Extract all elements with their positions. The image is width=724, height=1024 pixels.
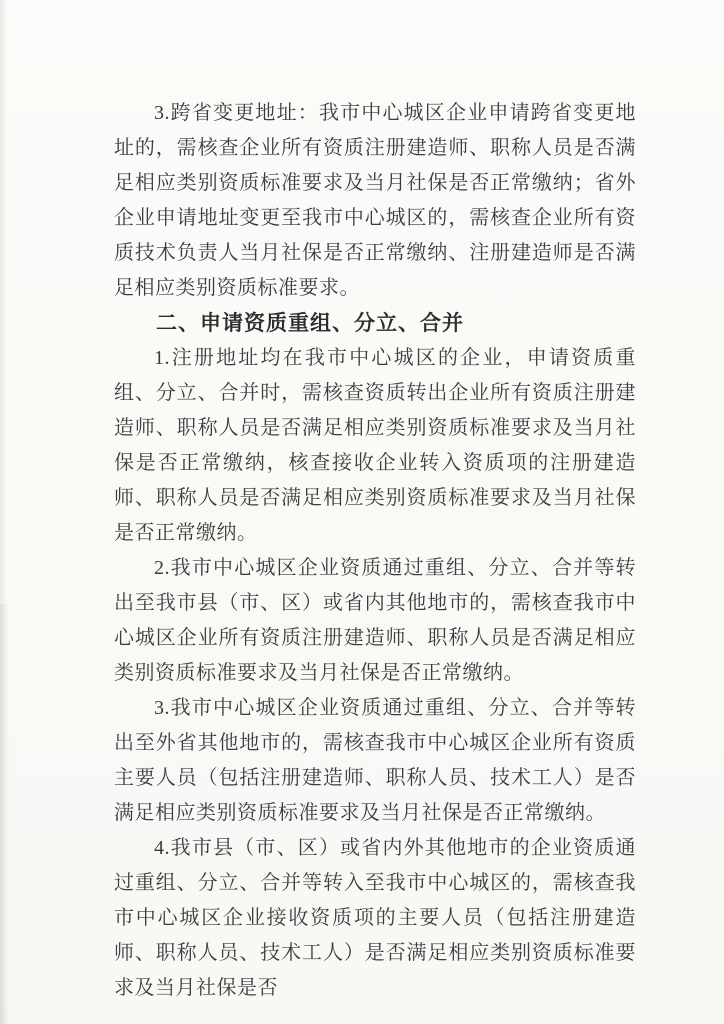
paragraph-reorg-item-2: 2.我市中心城区企业资质通过重组、分立、合并等转出至我市县（市、区）或省内其他地市的，需核查我市中心城区企业所有资质注册建造师、职称人员是否满足相应类别资质标准要求及当月社保是否正常缴纳。 — [114, 557, 636, 684]
document-body — [114, 96, 636, 1006]
paragraph-reorg-item-3: 3.我市中心城区企业资质通过重组、分立、合并等转出至外省其他地市的，需核查我市中心城区企业所有资质主要人员（包括注册建造师、职称人员、技术工人）是否满足相应类别资质标准要求及当月社保是否正常缴纳。 — [114, 697, 636, 824]
section-heading-reorg-split-merge: 二、申请资质重组、分立、合并 — [156, 312, 464, 335]
paragraph-reorg-item-1: 1.注册地址均在我市中心城区的企业，申请资质重组、分立、合并时，需核查资质转出企业所有资质注册建造师、职称人员是否满足相应类别资质标准要求及当月社保是否正常缴纳，核查接收企业转入资质项的注册建造师、职称人员是否满足相应类别资质标准要求及当月社保是否正常缴纳。 — [114, 347, 636, 544]
scan-edge-artifact — [0, 604, 10, 1024]
paragraph-cross-province-address-change: 3.跨省变更地址：我市中心城区企业申请跨省变更地址的，需核查企业所有资质注册建造师、职称人员是否满足相应类别资质标准要求及当月社保是否正常缴纳；省外企业申请地址变更至我市中心城区的，需核查企业所有资质技术负责人当月社保是否正常缴纳、注册建造师是否满足相应类别资质标准要求。 — [114, 102, 636, 299]
paragraph-reorg-item-4: 4.我市县（市、区）或省内外其他地市的企业资质通过重组、分立、合并等转入至我市中心城区的，需核查我市中心城区企业接收资质项的主要人员（包括注册建造师、职称人员、技术工人）是否满足相应类别资质标准要求及当月社保是否 — [114, 837, 636, 999]
